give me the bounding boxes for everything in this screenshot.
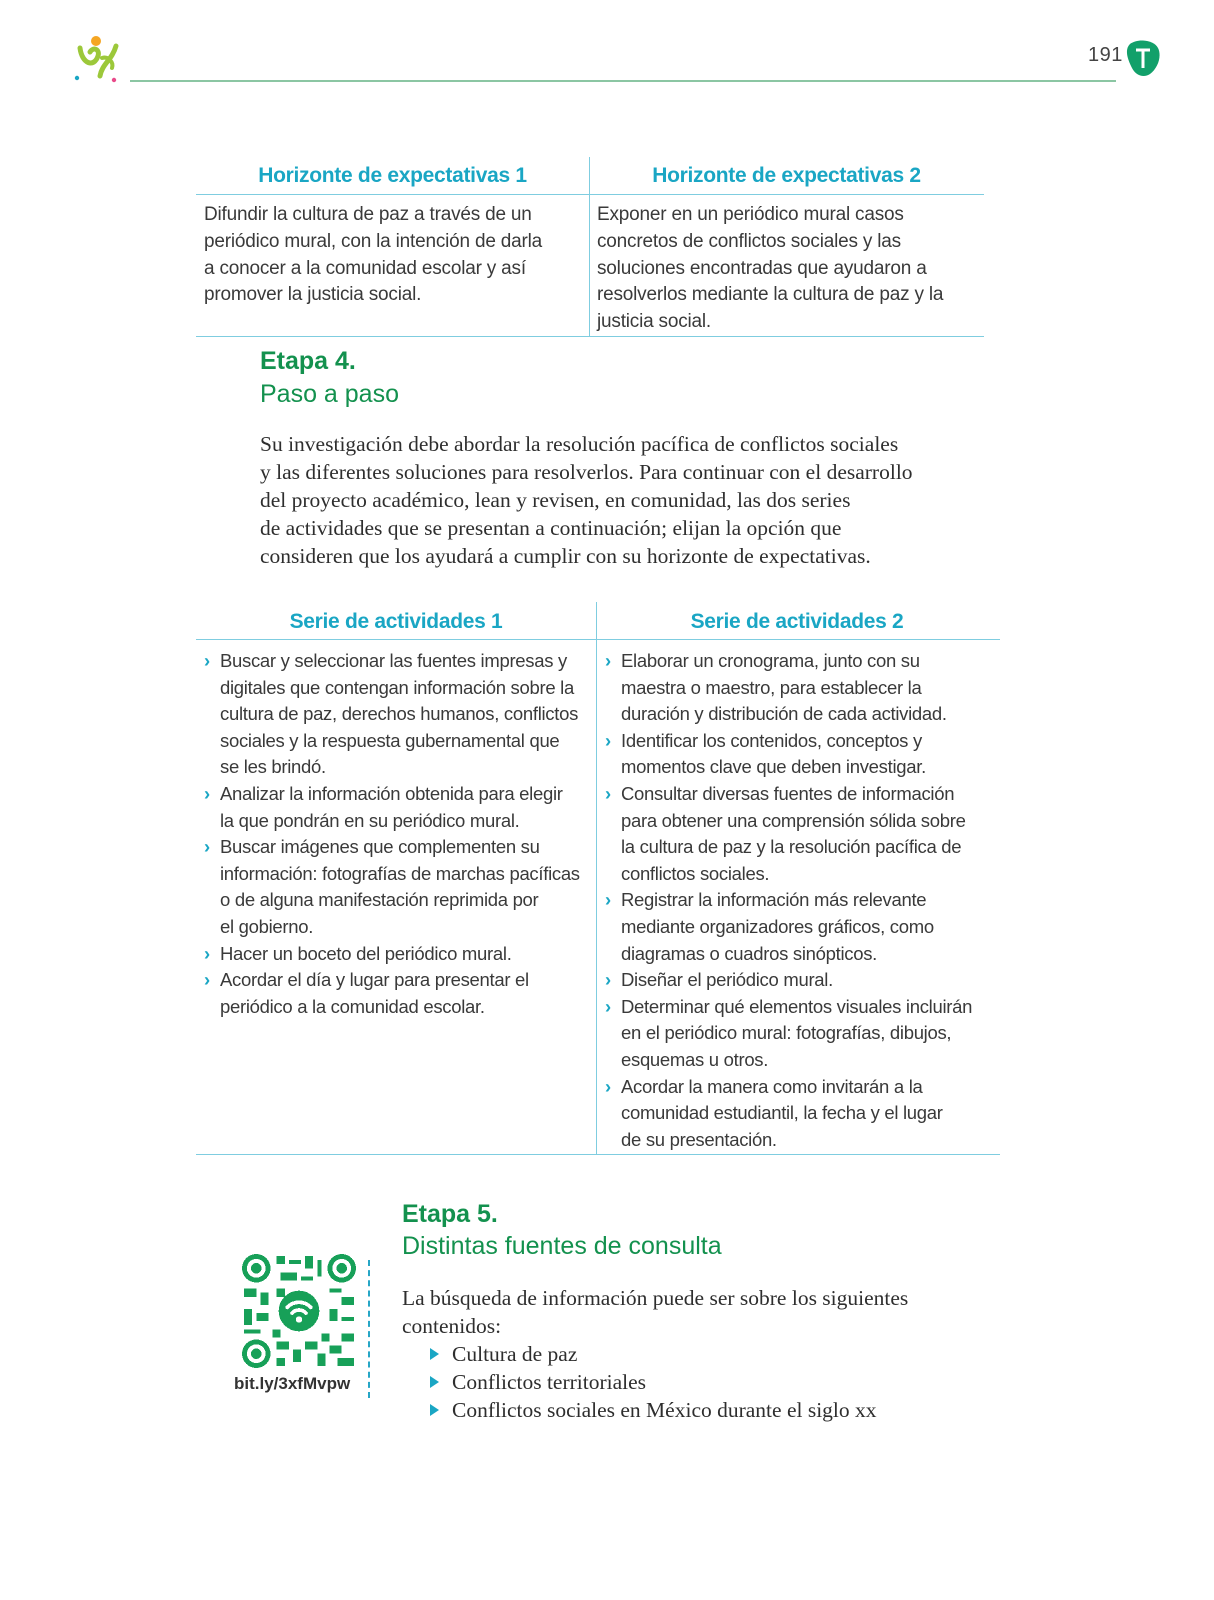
topic-item: Conflictos sociales en México durante el siglo xx bbox=[428, 1396, 877, 1424]
program-logo-icon bbox=[72, 34, 128, 86]
activities-table bbox=[196, 602, 1000, 1155]
text-line: la cultura de paz y la resolución pacífica de bbox=[621, 836, 962, 858]
expectations-col1-header: Horizonte de expectativas 1 bbox=[258, 164, 527, 187]
list-item bbox=[605, 648, 995, 728]
text-line: › Acordar la manera como invitarán a la bbox=[621, 1075, 923, 1097]
text-line: Su investigación debe abordar la resolución pacífica de conflictos sociales bbox=[260, 432, 899, 456]
text-line: del proyecto académico, lean y revisen, en comunidad, las dos series bbox=[260, 488, 851, 512]
text-line: diagramas o cuadros sinópticos. bbox=[621, 942, 878, 964]
text-line: comunidad estudiantil, la fecha y el lugar bbox=[621, 1102, 943, 1124]
qr-code-icon[interactable] bbox=[240, 1252, 358, 1370]
text-line: el gobierno. bbox=[220, 915, 314, 937]
text-line: › Buscar y seleccionar las fuentes impresas y bbox=[220, 650, 567, 671]
text-line: › Identificar los contenidos, conceptos y bbox=[621, 729, 922, 751]
text-line: en el periódico mural: fotografías, dibujos, bbox=[621, 1022, 952, 1044]
text-line: o de alguna manifestación reprimida por bbox=[220, 889, 539, 911]
list-item bbox=[605, 967, 995, 994]
text-line: › Diseñar el periódico mural. bbox=[621, 969, 833, 991]
text-line: › Elaborar un cronograma, junto con su bbox=[621, 650, 920, 671]
text-line: › Acordar el día y lugar para presentar el bbox=[220, 969, 529, 991]
text-line: promover la justicia social. bbox=[204, 284, 422, 306]
table-rule bbox=[196, 1154, 1000, 1155]
list-item bbox=[605, 1074, 995, 1154]
text-line: información: fotografías de marchas pacíficas bbox=[220, 862, 580, 884]
expectations-col2-text bbox=[597, 202, 943, 336]
text-line: › Consultar diversas fuentes de información bbox=[621, 782, 955, 804]
list-item bbox=[204, 781, 590, 834]
text-line: de actividades que se presentan a continuación; elijan la opción que bbox=[260, 516, 842, 540]
stage4-paragraph bbox=[260, 430, 960, 570]
qr-link-caption[interactable]: bit.ly/3xfMvpw bbox=[234, 1374, 351, 1393]
text-line: consideren que los ayudará a cumplir con su horizonte de expectativas. bbox=[260, 544, 871, 568]
series1-list bbox=[204, 648, 590, 1020]
expectations-col1-text bbox=[204, 202, 542, 309]
series2-header: Serie de actividades 2 bbox=[690, 610, 904, 633]
topic-item: Cultura de paz bbox=[428, 1340, 877, 1368]
topics-list bbox=[428, 1340, 877, 1424]
expectations-col2-header: Horizonte de expectativas 2 bbox=[652, 164, 921, 187]
text-line: justicia social. bbox=[597, 311, 712, 333]
stage4-subtitle: Paso a paso bbox=[260, 380, 399, 408]
text-line: La búsqueda de información puede ser sobre los siguientes bbox=[402, 1286, 909, 1310]
list-item bbox=[204, 648, 590, 781]
text-line: Exponer en un periódico mural casos bbox=[597, 204, 904, 225]
text-line: de su presentación. bbox=[621, 1128, 777, 1150]
stage4-title: Etapa 4. bbox=[260, 347, 356, 375]
page-number: 191 bbox=[1088, 44, 1123, 66]
series2-list bbox=[605, 648, 995, 1153]
text-line: periódico a la comunidad escolar. bbox=[220, 995, 485, 1017]
stage5-subtitle: Distintas fuentes de consulta bbox=[402, 1232, 722, 1260]
text-line: momentos clave que deben investigar. bbox=[621, 756, 926, 778]
expectations-table bbox=[196, 157, 984, 337]
text-line: resolverlos mediante la cultura de paz y la bbox=[597, 284, 944, 306]
table-rule bbox=[196, 639, 1000, 640]
text-line: digitales que contengan información sobre la bbox=[220, 676, 574, 698]
text-line: periódico mural, con la intención de darla bbox=[204, 230, 543, 252]
stage5-paragraph bbox=[402, 1284, 1002, 1340]
text-line: Difundir la cultura de paz a través de un bbox=[204, 204, 532, 225]
text-line: sociales y la respuesta gubernamental que bbox=[220, 729, 560, 751]
list-item bbox=[605, 781, 995, 887]
table-divider bbox=[596, 602, 597, 1155]
series1-header: Serie de actividades 1 bbox=[289, 610, 503, 633]
table-rule bbox=[196, 336, 984, 337]
text-line: para obtener una comprensión sólida sobre bbox=[621, 809, 966, 831]
text-line: y las diferentes soluciones para resolverlos. Para continuar con el desarrollo bbox=[260, 460, 913, 484]
text-line: cultura de paz, derechos humanos, conflictos bbox=[220, 703, 579, 725]
table-divider bbox=[589, 157, 590, 337]
text-line: a conocer a la comunidad escolar y así bbox=[204, 257, 526, 279]
text-line: › Determinar qué elementos visuales incluirán bbox=[621, 995, 973, 1017]
topic-item: Conflictos territoriales bbox=[428, 1368, 877, 1396]
chapter-tab-icon bbox=[1124, 38, 1162, 78]
text-line: esquemas u otros. bbox=[621, 1048, 769, 1070]
list-item bbox=[605, 728, 995, 781]
list-item bbox=[605, 887, 995, 967]
text-line: › Hacer un boceto del periódico mural. bbox=[220, 942, 512, 964]
text-line: concretos de conflictos sociales y las bbox=[597, 230, 901, 252]
text-line: › Buscar imágenes que complementen su bbox=[220, 836, 540, 858]
stage5-title: Etapa 5. bbox=[402, 1200, 498, 1228]
table-rule bbox=[196, 194, 984, 195]
list-item bbox=[605, 994, 995, 1074]
text-line: soluciones encontradas que ayudaron a bbox=[597, 257, 927, 279]
text-line: contenidos: bbox=[402, 1314, 502, 1338]
text-line: la que pondrán en su periódico mural. bbox=[220, 809, 520, 831]
list-item bbox=[204, 967, 590, 1020]
list-item bbox=[204, 834, 590, 940]
text-line: › Analizar la información obtenida para elegir bbox=[220, 782, 563, 804]
list-item bbox=[204, 941, 590, 968]
text-line: mediante organizadores gráficos, como bbox=[621, 915, 934, 937]
text-line: conflictos sociales. bbox=[621, 862, 770, 884]
qr-divider bbox=[368, 1260, 370, 1398]
header-rule bbox=[130, 80, 1116, 82]
text-line: maestra o maestro, para establecer la bbox=[621, 676, 922, 698]
text-line: se les brindó. bbox=[220, 756, 326, 778]
text-line: duración y distribución de cada actividad. bbox=[621, 703, 947, 725]
text-line: › Registrar la información más relevante bbox=[621, 889, 927, 911]
